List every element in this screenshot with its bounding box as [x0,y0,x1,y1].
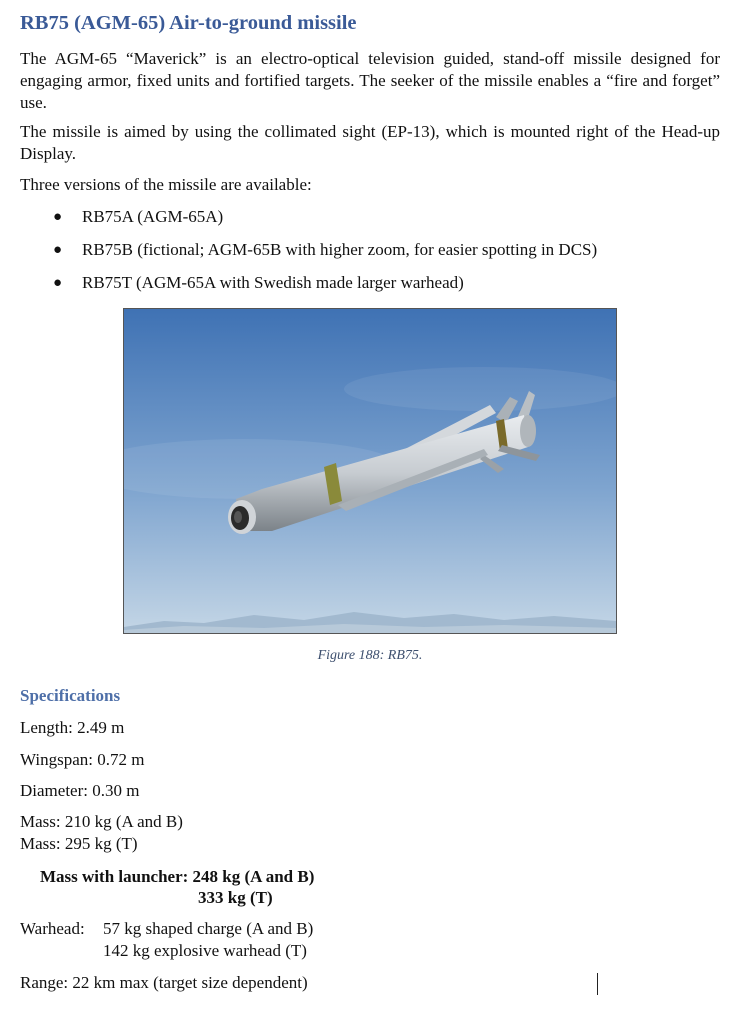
version-label: RB75A (AGM-65A) [82,207,224,226]
spec-mass-t: Mass: 295 kg (T) [20,834,138,853]
missile-figure [123,308,617,634]
spec-warhead-label: Warhead: [20,919,85,938]
specifications-heading: Specifications [20,686,121,705]
spec-mass-ab: Mass: 210 kg (A and B) [20,812,183,831]
spec-mass-launcher-t: 333 kg (T) [198,888,273,907]
bullet-icon: ● [53,275,63,291]
intro-paragraph: The AGM-65 “Maverick” is an electro-optical television guided, stand-off missile designed for engaging armor, fixed units and fortified targets. The seeker of the missile enables a “fire and forget” use. [20,49,720,112]
version-label: RB75T (AGM-65A with Swedish made larger warhead) [82,273,464,292]
version-label: RB75B (fictional; AGM-65B with higher zoom, for easier spotting in DCS) [82,240,598,259]
bullet-icon: ● [53,209,63,225]
spec-diameter: Diameter: 0.30 m [20,781,140,800]
bullet-icon: ● [53,242,63,258]
aiming-paragraph: The missile is aimed by using the collimated sight (EP-13), which is mounted right of the Head-up Display. [20,122,720,163]
text-cursor [597,973,598,995]
spec-warhead-t: 142 kg explosive warhead (T) [103,941,307,960]
spec-warhead-ab: 57 kg shaped charge (A and B) [103,919,314,938]
page-title: RB75 (AGM-65) Air-to-ground missile [20,12,357,34]
figure-caption: Figure 188: RB75. [317,648,423,663]
spec-wingspan: Wingspan: 0.72 m [20,750,145,769]
versions-intro-paragraph: Three versions of the missile are available: [20,175,312,194]
spec-mass-launcher-ab: Mass with launcher: 248 kg (A and B) [40,867,315,886]
spec-length: Length: 2.49 m [20,718,125,737]
spec-range: Range: 22 km max (target size dependent) [20,973,308,992]
missile-photo [124,309,616,633]
